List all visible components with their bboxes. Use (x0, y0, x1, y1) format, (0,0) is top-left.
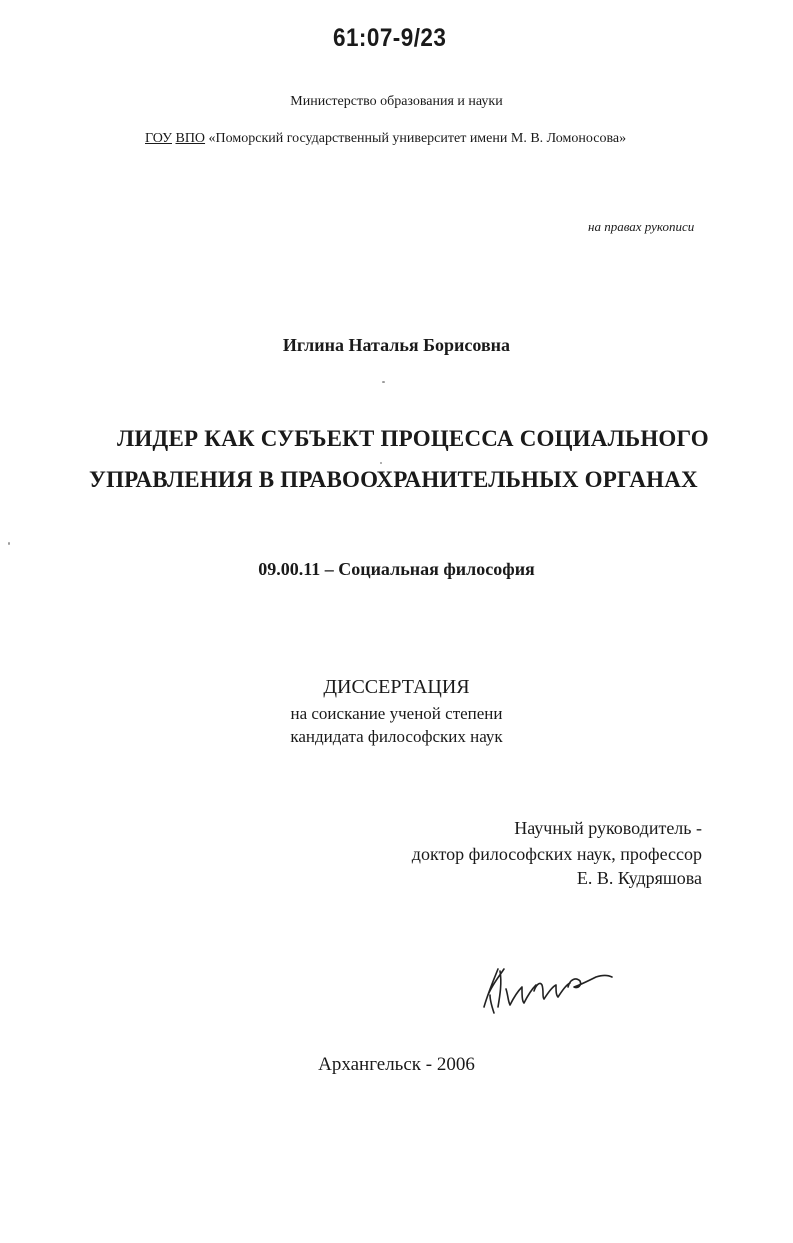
author-name: Иглина Наталья Борисовна (282, 335, 511, 355)
degree-line-1: на соискание ученой степени (290, 704, 503, 723)
archive-code: 61:07-9/23 (333, 24, 447, 52)
title-line-2: УПРАВЛЕНИЯ В ПРАВООХРАНИТЕЛЬНЫХ ОРГАНАХ (89, 467, 698, 492)
university-prefix-vpo: ВПО (175, 131, 206, 146)
title-line-1: ЛИДЕР КАК СУБЪЕКТ ПРОЦЕССА СОЦИАЛЬНОГО (117, 426, 709, 451)
manuscript-note: на правах рукописи (588, 219, 695, 234)
scan-speck (8, 542, 10, 545)
ministry-line: Министерство образования и науки (290, 94, 503, 109)
supervisor-name: Е. В. Кудряшова (576, 868, 702, 888)
supervisor-degree: доктор философских наук, профессор (411, 844, 702, 864)
city-year: Архангельск - 2006 (318, 1054, 475, 1075)
scan-speck (380, 462, 382, 464)
degree-line-2: кандидата философских наук (290, 727, 503, 746)
university-prefix-gou: ГОУ (145, 131, 172, 146)
handwritten-signature (470, 955, 620, 1025)
dissertation-type: ДИССЕРТАЦИЯ (323, 676, 470, 698)
specialty: 09.00.11 – Социальная философия (258, 559, 535, 579)
university-name: «Поморский государственный университет имени М. В. Ломоносова» (208, 131, 627, 146)
scan-speck (382, 381, 385, 383)
university-line (145, 131, 626, 147)
supervisor-role: Научный руководитель - (514, 818, 702, 838)
